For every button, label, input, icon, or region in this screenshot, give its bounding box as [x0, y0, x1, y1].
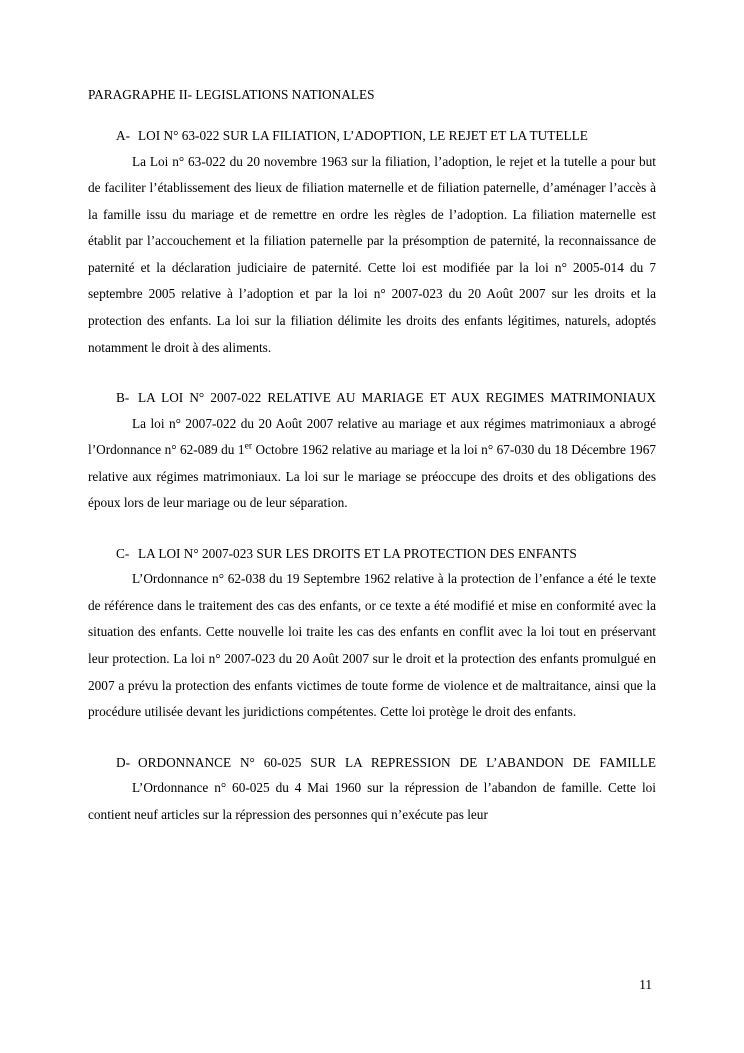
section-c-heading: [88, 541, 656, 566]
section-a-title: LOI N° 63-022 SUR LA FILIATION, L’ADOPTION, LE REJET ET LA TUTELLE: [138, 128, 588, 144]
section-d-paragraph: L’Ordonnance n° 60-025 du 4 Mai 1960 sur la répression de l’abandon de famille. Cette loi contient neuf articles sur la répression des personnes qui n’exécute pas leur: [88, 779, 656, 822]
page-number: 11: [639, 976, 652, 992]
section-d-heading: [88, 750, 656, 775]
paragraph-heading: PARAGRAPHE II- LEGISLATIONS NATIONALES: [88, 87, 375, 102]
section-c-title: LA LOI N° 2007-023 SUR LES DROITS ET LA PROTECTION DES ENFANTS: [138, 545, 577, 561]
section-d-title: ORDONNANCE N° 60-025 SUR LA REPRESSION DE L’ABANDON DE FAMILLE: [138, 754, 656, 770]
section-a-paragraph: La Loi n° 63-022 du 20 novembre 1963 sur la filiation, l’adoption, le rejet et la tutelle a pour but de faciliter l’établissement des lieux de filiation maternelle et de filiation paternelle, d’aménager l’accès à la famille issu du mariage et de remettre en ordre les règles de l’adoption. La filiation maternelle est établit par l’accouchement et la filiation paternelle par la présomption de paternité, la reconnaissance de paternité et la déclaration judiciaire de paternité. Cette loi est modifiée par la loi n° 2005-014 du 7 septembre 2005 relative à l’adoption et par la loi n° 2007-023 du 20 Août 2007 sur les droits et la protection des enfants. La loi sur la filiation délimite les droits des enfants légitimes, naturels, adoptés notamment le droit à des aliments.: [88, 153, 656, 355]
section-b-paragraph-superscript: er: [244, 440, 253, 452]
section-c-letter: C-: [116, 545, 130, 561]
section-b-paragraph: [88, 411, 656, 517]
spacer: [88, 732, 656, 750]
section-c: [88, 541, 656, 726]
section-a-letter: A-: [116, 128, 131, 144]
section-b-paragraph-pre: La loi n° 2007-022 du 20 Août 2007 relative au mariage et aux régimes matrimoniaux a abrogé l’Ordonnance n° 62-089 du 1: [88, 415, 656, 458]
section-b-paragraph-post: Octobre 1962 relative au mariage et la loi n° 67-030 du 18 Décembre 1967 relative aux régimes matrimoniaux. La loi sur le mariage se préoccupe des droits et des obligations des époux lors de leur mariage ou de leur séparation.: [88, 442, 657, 511]
spacer: [88, 523, 656, 541]
document-body: [88, 84, 656, 828]
section-b: [88, 385, 656, 517]
section-d: [88, 750, 656, 828]
section-c-paragraph: L’Ordonnance n° 62-038 du 19 Septembre 1962 relative à la protection de l’enfance a été le texte de référence dans le traitement des cas des enfants, or ce texte a été modifié et mise en conformité avec la situation des enfants. Cette nouvelle loi traite les cas des enfants en conflit avec la loi tout en préservant leur protection. La loi n° 2007-023 du 20 Août 2007 sur le droit et la protection des enfants promulgué en 2007 a prévu la protection des enfants victimes de toute forme de violence et de maltraitance, ainsi que la procédure utilisée devant les juridictions compétentes. Cette loi protège le droit des enfants.: [88, 571, 656, 720]
section-b-title: LA LOI N° 2007-022 RELATIVE AU MARIAGE ET AUX REGIMES MATRIMONIAUX: [138, 390, 656, 406]
section-a: [88, 123, 656, 361]
section-b-heading: [88, 385, 656, 410]
section-b-letter: B-: [116, 390, 130, 406]
section-a-heading: [88, 123, 656, 148]
section-d-letter: D-: [116, 754, 131, 770]
spacer: [88, 367, 656, 385]
